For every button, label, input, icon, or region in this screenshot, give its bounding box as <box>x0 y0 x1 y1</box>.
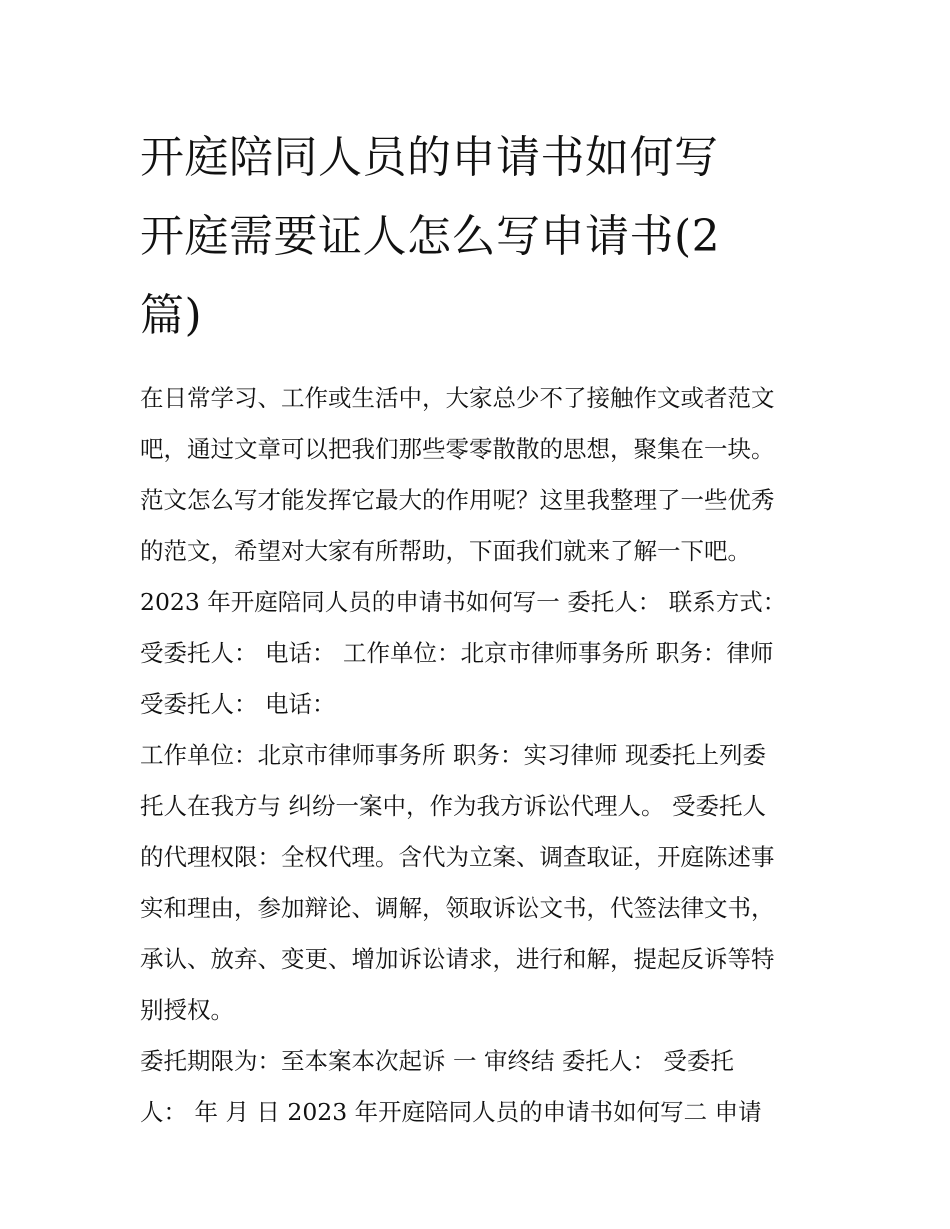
body-line: 人： 年 月 日 2023 年开庭陪同人员的申请书如何写二 申请 <box>140 1098 762 1126</box>
document-body <box>140 373 820 1138</box>
title-line: 开庭陪同人员的申请书如何写 <box>140 132 719 183</box>
body-line: 的范文，希望对大家有所帮助，下面我们就来了解一下吧。 <box>140 537 751 565</box>
document-title <box>140 118 820 355</box>
body-line: 承认、放弃、变更、增加诉讼请求，进行和解，提起反诉等特 <box>140 945 775 973</box>
title-line: 篇) <box>140 290 203 341</box>
body-line: 委托期限为：至本案本次起诉 一 审终结 委托人： 受委托 <box>140 1047 734 1075</box>
title-line: 开庭需要证人怎么写申请书(2 <box>140 211 721 262</box>
body-line: 别授权。 <box>140 996 234 1024</box>
body-line: 吧，通过文章可以把我们那些零零散散的思想，聚集在一块。 <box>140 435 775 463</box>
body-line: 托人在我方与 纠纷一案中，作为我方诉讼代理人。 受委托人 <box>140 792 766 820</box>
body-line: 实和理由，参加辩论、调解，领取诉讼文书，代签法律文书， <box>140 894 775 922</box>
body-line: 工作单位：北京市律师事务所 职务：实习律师 现委托上列委 <box>140 741 766 769</box>
body-line: 在日常学习、工作或生活中，大家总少不了接触作文或者范文 <box>140 384 775 412</box>
document-page <box>140 118 820 1138</box>
body-line: 受委托人： 电话： 工作单位：北京市律师事务所 职务：律师 <box>140 639 774 667</box>
body-line: 范文怎么写才能发挥它最大的作用呢？这里我整理了一些优秀 <box>140 486 775 514</box>
body-line: 2023 年开庭陪同人员的申请书如何写一 委托人： 联系方式： <box>140 588 787 616</box>
body-line: 受委托人： 电话： <box>140 690 336 718</box>
body-line: 的代理权限：全权代理。含代为立案、调查取证，开庭陈述事 <box>140 843 775 871</box>
